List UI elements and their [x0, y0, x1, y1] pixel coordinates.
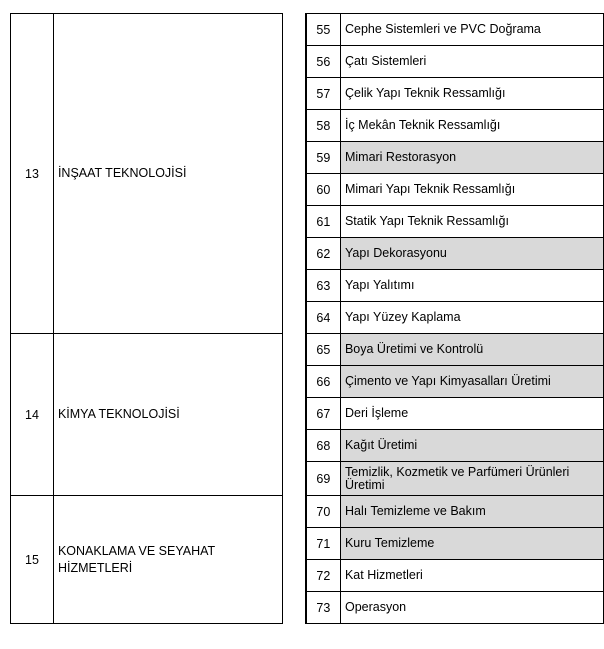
- program-name: Statik Yapı Teknik Ressamlığı: [340, 206, 603, 238]
- spacer-cell: [282, 334, 306, 496]
- program-table: [10, 13, 604, 624]
- program-row: [11, 334, 604, 366]
- program-name: Mimari Yapı Teknik Ressamlığı: [340, 174, 603, 206]
- program-number: 62: [306, 238, 341, 270]
- program-row: [11, 496, 604, 528]
- program-number: 71: [306, 528, 341, 560]
- program-row: [11, 14, 604, 46]
- program-name: Mimari Restorasyon: [340, 142, 603, 174]
- area-name: İNŞAAT TEKNOLOJİSİ: [53, 14, 282, 334]
- program-table-body: [11, 14, 604, 624]
- program-number: 65: [306, 334, 341, 366]
- program-name: Deri İşleme: [340, 398, 603, 430]
- program-name: Kuru Temizleme: [340, 528, 603, 560]
- program-number: 63: [306, 270, 341, 302]
- program-name: Kağıt Üretimi: [340, 430, 603, 462]
- program-name: Çatı Sistemleri: [340, 46, 603, 78]
- program-number: 66: [306, 366, 341, 398]
- spacer-cell: [282, 496, 306, 624]
- program-number: 55: [306, 14, 341, 46]
- area-name: KONAKLAMA VE SEYAHAT HİZMETLERİ: [53, 496, 282, 624]
- program-name: Çelik Yapı Teknik Ressamlığı: [340, 78, 603, 110]
- area-number: 15: [11, 496, 54, 624]
- program-name: Halı Temizleme ve Bakım: [340, 496, 603, 528]
- program-number: 72: [306, 560, 341, 592]
- area-number: 13: [11, 14, 54, 334]
- program-number: 69: [306, 462, 341, 496]
- area-name: KİMYA TEKNOLOJİSİ: [53, 334, 282, 496]
- program-number: 58: [306, 110, 341, 142]
- program-name: Çimento ve Yapı Kimyasalları Üretimi: [340, 366, 603, 398]
- program-number: 56: [306, 46, 341, 78]
- program-name: Temizlik, Kozmetik ve Parfümeri Ürünleri Üretimi: [340, 462, 603, 496]
- program-number: 60: [306, 174, 341, 206]
- program-name: Boya Üretimi ve Kontrolü: [340, 334, 603, 366]
- program-name: Operasyon: [340, 592, 603, 624]
- program-name: Yapı Yüzey Kaplama: [340, 302, 603, 334]
- program-number: 70: [306, 496, 341, 528]
- program-name: Cephe Sistemleri ve PVC Doğrama: [340, 14, 603, 46]
- program-number: 68: [306, 430, 341, 462]
- program-number: 64: [306, 302, 341, 334]
- program-name: İç Mekân Teknik Ressamlığı: [340, 110, 603, 142]
- program-number: 73: [306, 592, 341, 624]
- program-name: Yapı Dekorasyonu: [340, 238, 603, 270]
- program-name: Kat Hizmetleri: [340, 560, 603, 592]
- spacer-cell: [282, 14, 306, 334]
- program-number: 59: [306, 142, 341, 174]
- program-number: 67: [306, 398, 341, 430]
- area-number: 14: [11, 334, 54, 496]
- program-name: Yapı Yalıtımı: [340, 270, 603, 302]
- program-number: 61: [306, 206, 341, 238]
- program-number: 57: [306, 78, 341, 110]
